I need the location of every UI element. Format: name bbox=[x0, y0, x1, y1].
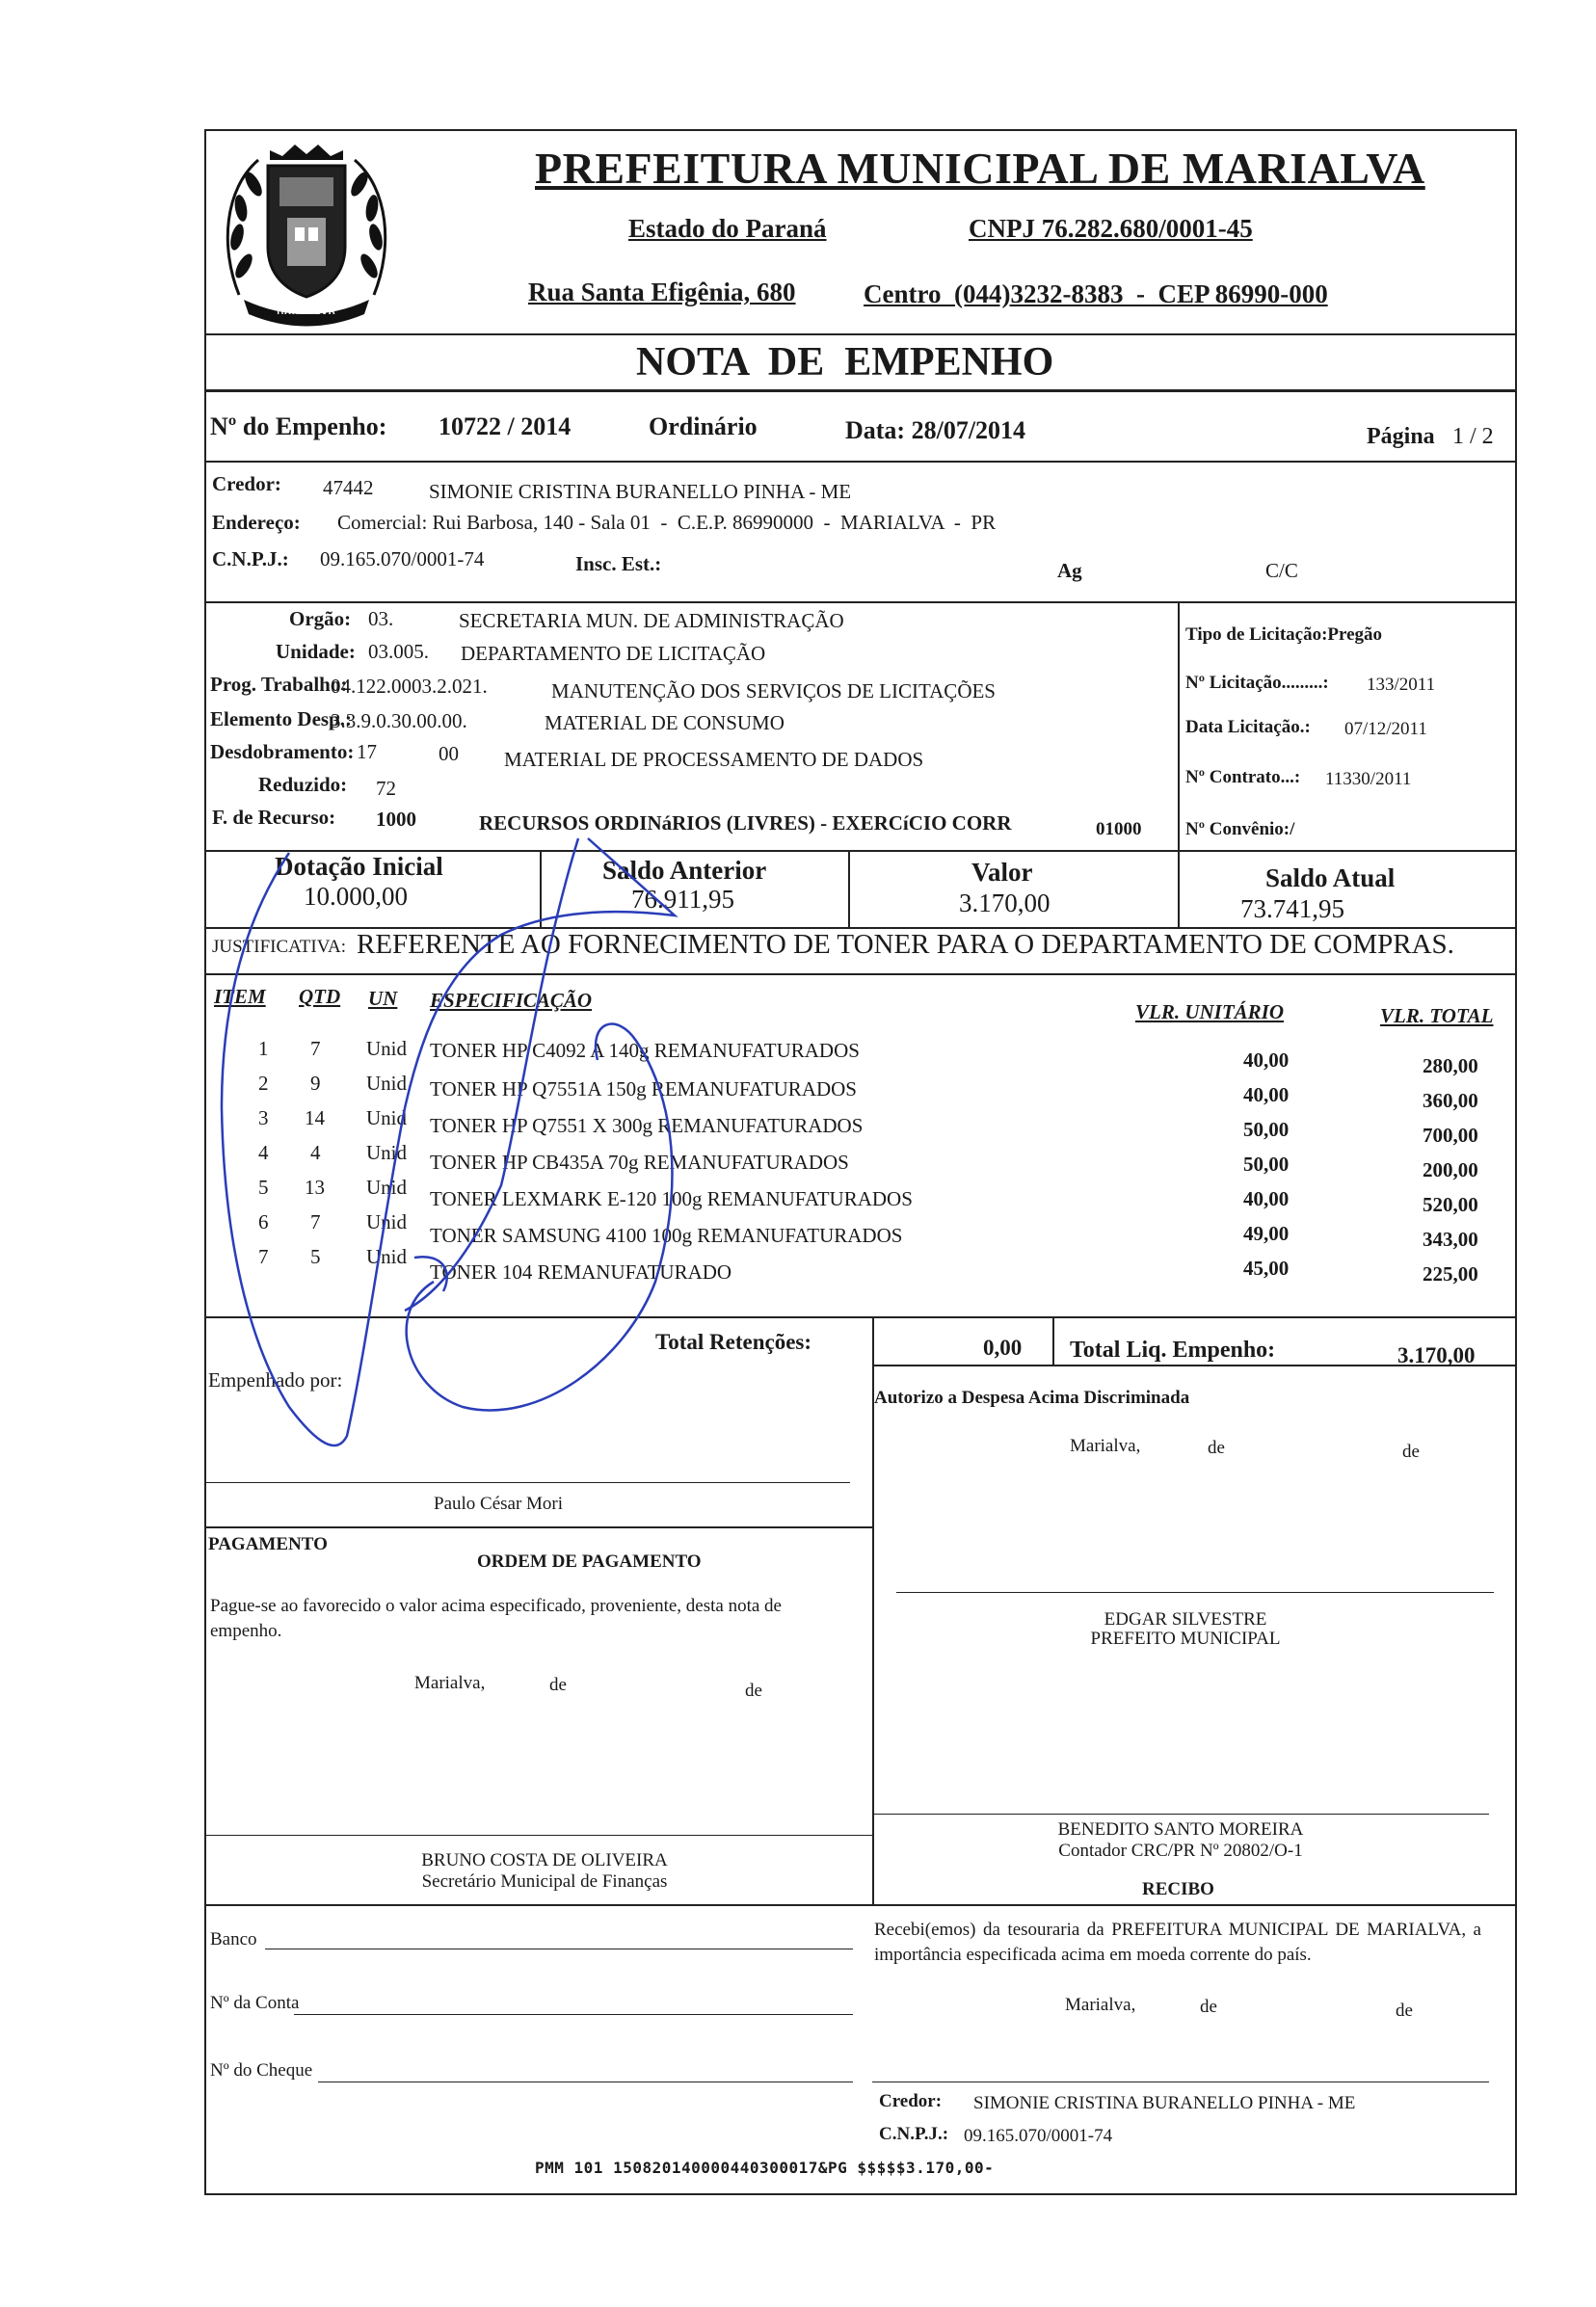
credor-name: SIMONIE CRISTINA BURANELLO PINHA - ME bbox=[429, 480, 852, 503]
row-qtd: 9 bbox=[310, 1072, 321, 1095]
row-un: Unid bbox=[366, 1176, 407, 1199]
signature-line bbox=[204, 1835, 872, 1836]
row-qtd: 14 bbox=[305, 1106, 325, 1129]
row-desc: TONER 104 REMANUFATURADO bbox=[430, 1260, 732, 1284]
saldo-anterior-label: Saldo Anterior bbox=[602, 856, 767, 885]
prefeito-name: EDGAR SILVESTRE bbox=[1104, 1609, 1267, 1630]
empenho-label: Nº do Empenho: bbox=[210, 412, 387, 440]
pagamento-label: PAGAMENTO bbox=[208, 1534, 328, 1554]
reduzido-label: Reduzido: bbox=[258, 773, 348, 796]
orgao-code: 03. bbox=[368, 607, 394, 630]
desdobramento-name: MATERIAL DE PROCESSAMENTO DE DADOS bbox=[504, 748, 924, 771]
licitacao-date: 07/12/2011 bbox=[1344, 719, 1427, 739]
row-total-value: 280,00 bbox=[1423, 1054, 1478, 1077]
dotacao-inicial-label: Dotação Inicial bbox=[275, 852, 443, 881]
elemento-code: 3.3.9.0.30.00.00. bbox=[331, 709, 467, 732]
recurso-number: 01000 bbox=[1096, 819, 1142, 839]
recibo-credor-name: SIMONIE CRISTINA BURANELLO PINHA - ME bbox=[973, 2093, 1356, 2113]
table-row bbox=[0, 1037, 1596, 1077]
valor-label: Valor bbox=[971, 858, 1033, 887]
page-label: Página bbox=[1367, 424, 1435, 449]
credor-address: Comercial: Rui Barbosa, 140 - Sala 01 - C.E.P. 86990000 - MARIALVA - PR bbox=[337, 511, 997, 534]
row-qtd: 7 bbox=[310, 1210, 321, 1233]
recibo-label: RECIBO bbox=[1142, 1879, 1214, 1899]
desdobramento-a: 17 bbox=[357, 740, 377, 763]
recibo-credor-label: Credor: bbox=[879, 2091, 943, 2111]
pagamento-de-2: de bbox=[745, 1681, 762, 1701]
retencoes-value: 0,00 bbox=[983, 1336, 1023, 1360]
table-row bbox=[0, 1106, 1596, 1147]
signature-line bbox=[896, 1592, 1494, 1593]
ordem-pagamento-label: ORDEM DE PAGAMENTO bbox=[477, 1551, 702, 1572]
divider bbox=[204, 1904, 1515, 1906]
recurso-label: F. de Recurso: bbox=[212, 806, 336, 829]
conta-label: Nº da Conta bbox=[210, 1993, 300, 2013]
table-row bbox=[0, 1176, 1596, 1216]
recibo-cnpj-label: C.N.P.J.: bbox=[879, 2124, 949, 2144]
prefeito-role: PREFEITO MUNICIPAL bbox=[1090, 1629, 1281, 1649]
empenho-number: 10722 / 2014 bbox=[439, 412, 572, 440]
row-desc: TONER HP Q7551 X 300g REMANUFATURADOS bbox=[430, 1114, 864, 1137]
elemento-label: Elemento Desp.: bbox=[210, 707, 352, 730]
column-header-vlr-total: VLR. TOTAL bbox=[1380, 1004, 1494, 1027]
row-item: 2 bbox=[258, 1072, 269, 1095]
credor-cnpj: 09.165.070/0001-74 bbox=[320, 547, 485, 570]
city-hall-title: PREFEITURA MUNICIPAL DE MARIALVA bbox=[535, 144, 1425, 193]
unidade-label: Unidade: bbox=[276, 640, 356, 663]
divider bbox=[204, 1526, 872, 1528]
table-row bbox=[0, 1210, 1596, 1251]
divider bbox=[1052, 1316, 1054, 1365]
signature-line bbox=[204, 1482, 850, 1483]
account-label: C/C bbox=[1265, 559, 1298, 582]
row-unit-value: 40,00 bbox=[1243, 1187, 1290, 1210]
justificativa-label: JUSTIFICATIVA: bbox=[212, 937, 347, 957]
row-total-value: 343,00 bbox=[1423, 1228, 1478, 1251]
recibo-de-2: de bbox=[1396, 2001, 1413, 2021]
secretario-name: BRUNO COSTA DE OLIVEIRA bbox=[421, 1850, 668, 1870]
row-total-value: 700,00 bbox=[1423, 1124, 1478, 1147]
row-unit-value: 45,00 bbox=[1243, 1257, 1290, 1280]
city-hall-address-rest: Centro (044)3232-8383 - CEP 86990-000 bbox=[864, 279, 1328, 308]
licitacao-date-label: Data Licitação.: bbox=[1185, 717, 1311, 737]
valor-value: 3.170,00 bbox=[959, 888, 1051, 917]
column-header-qtd: QTD bbox=[299, 985, 341, 1008]
row-un: Unid bbox=[366, 1106, 407, 1129]
recibo-city: Marialva, bbox=[1065, 1995, 1136, 2015]
conta-field-line bbox=[294, 2014, 853, 2015]
total-liquido-value: 3.170,00 bbox=[1397, 1343, 1476, 1367]
pague-se-text: Pague-se ao favorecido o valor acima especificado, proveniente, desta nota de empenho. bbox=[210, 1596, 782, 1641]
row-unit-value: 49,00 bbox=[1243, 1222, 1290, 1245]
page-number: 1 / 2 bbox=[1452, 424, 1494, 449]
unidade-name: DEPARTAMENTO DE LICITAÇÃO bbox=[461, 642, 766, 665]
row-desc: TONER SAMSUNG 4100 100g REMANUFATURADOS bbox=[430, 1224, 903, 1247]
column-header-especificacao: ESPECIFICAÇÃO bbox=[430, 989, 593, 1012]
recibo-cnpj-value: 09.165.070/0001-74 bbox=[964, 2126, 1113, 2146]
licitacao-number: 133/2011 bbox=[1367, 675, 1436, 695]
row-qtd: 5 bbox=[310, 1245, 321, 1268]
orgao-name: SECRETARIA MUN. DE ADMINISTRAÇÃO bbox=[459, 609, 844, 632]
licitacao-type: Tipo de Licitação:Pregão bbox=[1185, 624, 1383, 645]
row-total-value: 225,00 bbox=[1423, 1262, 1478, 1286]
column-header-un: UN bbox=[368, 987, 398, 1010]
column-header-item: ITEM bbox=[214, 985, 266, 1008]
row-desc: TONER HP C4092 A 140g REMANUFATURADOS bbox=[430, 1039, 860, 1062]
pagamento-city: Marialva, bbox=[414, 1673, 486, 1693]
column-header-vlr-unitario: VLR. UNITÁRIO bbox=[1135, 1000, 1285, 1023]
row-desc: TONER HP Q7551A 150g REMANUFATURADOS bbox=[430, 1077, 857, 1100]
retencoes-label: Total Retenções: bbox=[655, 1330, 812, 1354]
row-item: 1 bbox=[258, 1037, 269, 1060]
row-qtd: 7 bbox=[310, 1037, 321, 1060]
row-desc: TONER LEXMARK E-120 100g REMANUFATURADOS bbox=[430, 1187, 913, 1210]
credor-cnpj-label: C.N.P.J.: bbox=[212, 547, 289, 570]
empenho-date: Data: 28/07/2014 bbox=[845, 416, 1026, 444]
document-title: NOTA DE EMPENHO bbox=[636, 340, 1054, 384]
row-total-value: 200,00 bbox=[1423, 1158, 1478, 1181]
divider bbox=[204, 1316, 1515, 1318]
credor-code: 47442 bbox=[323, 476, 374, 499]
saldo-anterior-value: 76.911,95 bbox=[631, 885, 734, 914]
recibo-de-1: de bbox=[1200, 1997, 1217, 2017]
divider bbox=[872, 1316, 874, 1365]
empenhado-por-name: Paulo César Mori bbox=[434, 1494, 564, 1514]
row-total-value: 520,00 bbox=[1423, 1193, 1478, 1216]
contador-role: Contador CRC/PR Nº 20802/O-1 bbox=[1058, 1841, 1303, 1861]
justificativa-text: REFERENTE AO FORNECIMENTO DE TONER PARA O DEPARTAMENTO DE COMPRAS. bbox=[357, 929, 1454, 960]
row-un: Unid bbox=[366, 1210, 407, 1233]
autorizo-de-1: de bbox=[1208, 1438, 1225, 1458]
row-unit-value: 50,00 bbox=[1243, 1153, 1290, 1176]
credor-label: Credor: bbox=[212, 472, 281, 495]
row-un: Unid bbox=[366, 1141, 407, 1164]
seal-banner-text: MARIALVA bbox=[277, 305, 336, 317]
elemento-name: MATERIAL DE CONSUMO bbox=[545, 711, 785, 734]
reduzido-value: 72 bbox=[376, 777, 396, 800]
divider bbox=[872, 1365, 874, 1904]
row-qtd: 13 bbox=[305, 1176, 325, 1199]
row-item: 4 bbox=[258, 1141, 269, 1164]
city-hall-street: Rua Santa Efigênia, 680 bbox=[528, 278, 796, 306]
desdobramento-label: Desdobramento: bbox=[210, 740, 355, 763]
contrato-number: 11330/2011 bbox=[1325, 769, 1412, 789]
empenhado-por-label: Empenhado por: bbox=[208, 1368, 343, 1392]
footer-code: PMM 101 150820140000440300017&PG $$$$$3.170,00- bbox=[535, 2159, 995, 2177]
autorizo-city: Marialva, bbox=[1070, 1436, 1141, 1456]
insc-est-label: Insc. Est.: bbox=[575, 552, 662, 575]
row-item: 5 bbox=[258, 1176, 269, 1199]
saldo-atual-value: 73.741,95 bbox=[1240, 894, 1344, 923]
row-item: 3 bbox=[258, 1106, 269, 1129]
agency-label: Ag bbox=[1057, 559, 1082, 582]
licitacao-number-label: Nº Licitação.........: bbox=[1185, 673, 1329, 693]
autorizo-de-2: de bbox=[1402, 1442, 1420, 1462]
convenio-label: Nº Convênio:/ bbox=[1185, 819, 1295, 839]
desdobramento-b: 00 bbox=[439, 742, 459, 765]
table-row bbox=[0, 1245, 1596, 1286]
row-un: Unid bbox=[366, 1072, 407, 1095]
table-row bbox=[0, 1141, 1596, 1181]
city-hall-cnpj: CNPJ 76.282.680/0001-45 bbox=[969, 214, 1253, 243]
row-unit-value: 50,00 bbox=[1243, 1118, 1290, 1141]
prog-trabalho-code: 04.122.0003.2.021. bbox=[331, 675, 488, 698]
dotacao-inicial-value: 10.000,00 bbox=[304, 882, 408, 911]
endereco-label: Endereço: bbox=[212, 511, 301, 534]
orgao-label: Orgão: bbox=[289, 607, 352, 630]
contrato-label: Nº Contrato...: bbox=[1185, 767, 1301, 787]
row-total-value: 360,00 bbox=[1423, 1089, 1478, 1112]
recurso-code: 1000 bbox=[376, 808, 416, 831]
cheque-label: Nº do Cheque bbox=[210, 2060, 313, 2081]
row-unit-value: 40,00 bbox=[1243, 1048, 1290, 1072]
prog-trabalho-name: MANUTENÇÃO DOS SERVIÇOS DE LICITAÇÕES bbox=[551, 679, 996, 703]
empenho-type: Ordinário bbox=[649, 412, 758, 440]
autorizo-text: Autorizo a Despesa Acima Discriminada bbox=[874, 1388, 1190, 1408]
row-un: Unid bbox=[366, 1037, 407, 1060]
secretario-role: Secretário Municipal de Finanças bbox=[421, 1871, 668, 1892]
saldo-atual-label: Saldo Atual bbox=[1265, 863, 1396, 892]
table-row bbox=[0, 1072, 1596, 1112]
row-item: 7 bbox=[258, 1245, 269, 1268]
row-desc: TONER HP CB435A 70g REMANUFATURADOS bbox=[430, 1151, 849, 1174]
row-item: 6 bbox=[258, 1210, 269, 1233]
signature-line bbox=[872, 1814, 1489, 1815]
recurso-name: RECURSOS ORDINáRIOS (LIVRES) - EXERCíCIO CORR bbox=[479, 811, 1012, 835]
contador-name: BENEDITO SANTO MOREIRA bbox=[1057, 1819, 1304, 1840]
unidade-code: 03.005. bbox=[368, 640, 429, 663]
total-liquido-label: Total Liq. Empenho: bbox=[1070, 1338, 1276, 1363]
row-qtd: 4 bbox=[310, 1141, 321, 1164]
banco-label: Banco bbox=[210, 1929, 257, 1949]
prog-trabalho-label: Prog. Trabalho: bbox=[210, 673, 348, 696]
pagamento-de-1: de bbox=[549, 1675, 567, 1695]
state-name: Estado do Paraná bbox=[628, 214, 827, 243]
recibo-text: Recebi(emos) da tesouraria da PREFEITURA MUNICIPAL DE MARIALVA, a importância especificada acima em moeda corrente do país. bbox=[874, 1920, 1481, 1965]
row-unit-value: 40,00 bbox=[1243, 1083, 1290, 1106]
row-un: Unid bbox=[366, 1245, 407, 1268]
